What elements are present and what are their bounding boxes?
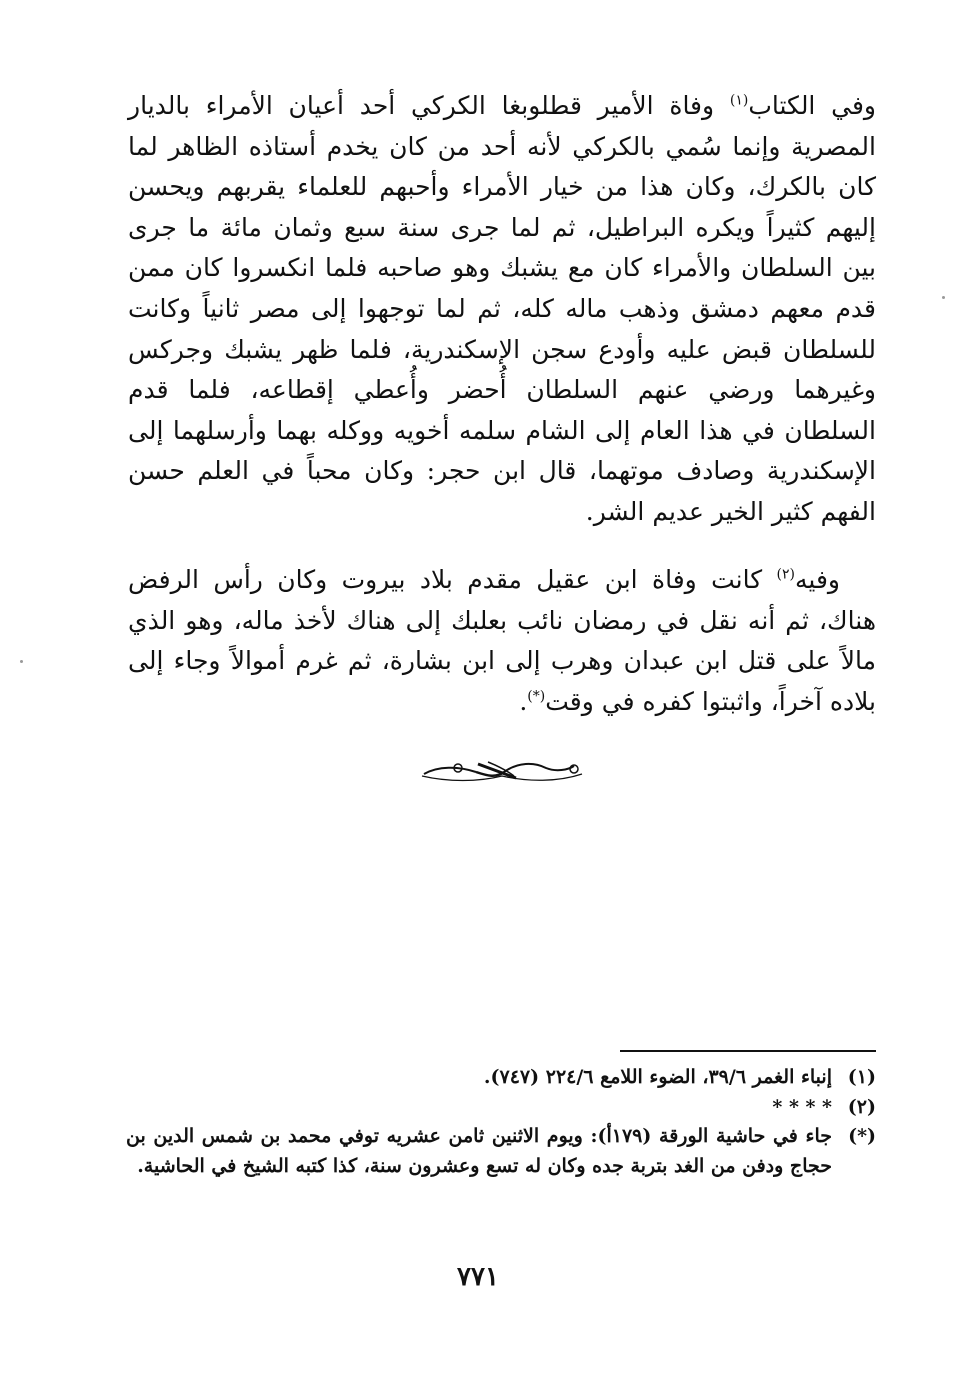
scan-speck — [942, 296, 945, 299]
paragraph-1-opening: وفي الكتاب — [748, 91, 876, 120]
paragraph-2-end: . — [519, 686, 528, 716]
footnote-1 — [126, 1063, 876, 1093]
footnote-2 — [126, 1093, 876, 1123]
footnote-star — [126, 1122, 876, 1181]
paragraph-2-body: كانت وفاة ابن عقيل مقدم بلاد بيروت وكان رأس الرفض هناك، ثم أنه نقل في رمضان نائب بعلبك إلى هناك لأخذ ماله، وهو الذي مالاً على قتل ابن عبدان وهرب إلى ابن بشارة، ثم غرم أموالاً وجاء إلى بلاده آخراً، واثبتوا كفره في وقت — [128, 565, 876, 716]
main-paragraph-2 — [128, 560, 876, 722]
divider-ornament-icon — [418, 752, 586, 788]
footnote-2-mark: (٢) — [847, 1095, 876, 1118]
footnote-star-mark: (*) — [848, 1125, 876, 1147]
footnotes — [126, 1063, 876, 1181]
footnote-1-mark: (١) — [847, 1066, 876, 1088]
main-paragraph-1 — [128, 86, 876, 533]
footnote-ref-2[interactable]: (٢) — [776, 566, 796, 583]
footnote-ref-star[interactable]: (*) — [527, 688, 546, 705]
footnote-1-text: إنباء الغمر ٣٩/٦، الضوء اللامع ٢٢٤/٦ (٧٤٧). — [483, 1066, 832, 1088]
footnote-separator — [620, 1050, 876, 1052]
page-number: ٧٧١ — [457, 1262, 499, 1292]
footnote-star-text: جاء في حاشية الورقة (١٧٩أ): ويوم الاثنين ثامن عشريه توفي محمد بن شمس الدين بن حجاج ودفن من الغد بتربة جده وكان له تسع وعشرون سنة، كذا كتبه الشيخ في الحاشية. — [126, 1125, 832, 1177]
paragraph-1-body: وفاة الأمير قطلوبغا الكركي أحد أعيان الأمراء بالديار المصرية وإنما سُمي بالكركي لأنه أحد من كان يخدم أستاذه الظاهر لما كان بالكرك، وكان هذا من خيار الأمراء وأحبهم للعلماء يقربهم ويحسن إليهم كثيراً ويكره البراطيل، ثم لما جرى سنة سبع وثمان مائة ما جرى بين السلطان والأمراء كان مع يشبك وهو صاحبه فلما انكسروا كان ممن قدم معهم دمشق وذهب ماله كله، ثم لما توجهوا إلى مصر ثانياً وكانت للسلطان قبض عليه وأودع سجن الإسكندرية، فلما ظهر يشبك وجركس وغيرهما ورضي عنهم السلطان أُحضر وأُعطي إقطاعه، فلما قدم السلطان في هذا العام إلى الشام سلمه أخويه ووكله بهما وأرسلهما إلى الإسكندرية وصادف موتهما، قال ابن حجر: وكان محباً في العلم حسن الفهم كثير الخير عديم الشر. — [128, 91, 876, 526]
footnote-2-text: * * * * — [772, 1095, 832, 1118]
scan-speck — [20, 660, 23, 663]
paragraph-2-opening: وفيه — [795, 565, 840, 594]
footnote-ref-1[interactable]: (١) — [729, 92, 749, 109]
